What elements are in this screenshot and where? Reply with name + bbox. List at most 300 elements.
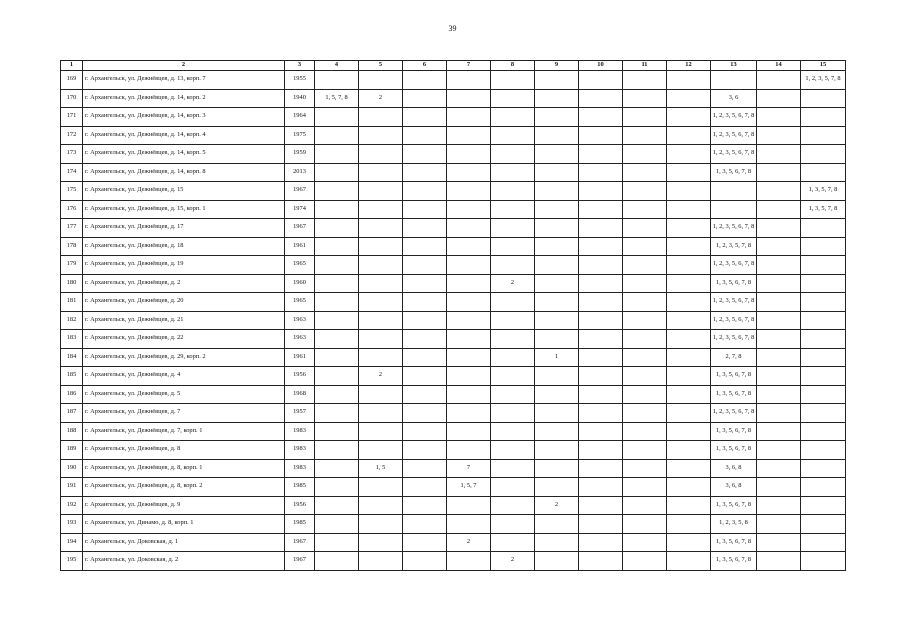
table-cell-col-5 — [359, 330, 403, 349]
table-row — [61, 441, 846, 460]
table-cell-col-11 — [623, 237, 667, 256]
table-cell-col-10 — [579, 348, 623, 367]
table-cell-col-10 — [579, 182, 623, 201]
table-cell-col-6 — [403, 274, 447, 293]
column-header-8: 8 — [491, 61, 535, 71]
table-cell-col-12 — [667, 256, 711, 275]
table-row — [61, 422, 846, 441]
table-cell-col-11 — [623, 71, 667, 90]
table-cell-col-3: 1955 — [285, 71, 315, 90]
table-cell-col-5 — [359, 478, 403, 497]
table-cell-col-1: 169 — [61, 71, 83, 90]
table-cell-col-1: 175 — [61, 182, 83, 201]
table-cell-col-3: 1961 — [285, 348, 315, 367]
table-cell-col-4 — [315, 219, 359, 238]
table-cell-col-15 — [801, 311, 846, 330]
table-cell-col-1: 194 — [61, 533, 83, 552]
table-cell-col-6 — [403, 496, 447, 515]
table-cell-col-9 — [535, 126, 579, 145]
table-cell-col-6 — [403, 89, 447, 108]
table-cell-col-13: 1, 2, 3, 5, 6, 7, 8 — [711, 256, 757, 275]
table-cell-col-9 — [535, 200, 579, 219]
table-cell-col-6 — [403, 71, 447, 90]
table-row — [61, 274, 846, 293]
table-cell-col-13: 1, 2, 3, 5, 6, 7, 8 — [711, 293, 757, 312]
table-cell-col-9 — [535, 182, 579, 201]
table-cell-col-15 — [801, 219, 846, 238]
table-cell-col-13: 1, 3, 5, 6, 7, 8 — [711, 496, 757, 515]
table-cell-col-14 — [757, 330, 801, 349]
column-header-13: 13 — [711, 61, 757, 71]
table-cell-col-2: г. Архангельск, ул. Дежнёвцев, д. 4 — [83, 367, 285, 386]
table-cell-col-14 — [757, 200, 801, 219]
table-cell-col-4 — [315, 163, 359, 182]
table-cell-col-4: 1, 5, 7, 8 — [315, 89, 359, 108]
table-cell-col-10 — [579, 404, 623, 423]
table-cell-col-14 — [757, 293, 801, 312]
table-cell-col-3: 1967 — [285, 533, 315, 552]
table-cell-col-11 — [623, 385, 667, 404]
table-cell-col-8 — [491, 256, 535, 275]
table-cell-col-5: 2 — [359, 89, 403, 108]
table-cell-col-13: 1, 3, 5, 6, 7, 8 — [711, 422, 757, 441]
table-cell-col-13: 1, 2, 3, 5, 6, 7, 8 — [711, 126, 757, 145]
table-cell-col-12 — [667, 348, 711, 367]
table-cell-col-15 — [801, 515, 846, 534]
table-row — [61, 515, 846, 534]
table-cell-col-8 — [491, 89, 535, 108]
table-cell-col-10 — [579, 478, 623, 497]
table-cell-col-14 — [757, 515, 801, 534]
table-cell-col-13: 3, 6 — [711, 89, 757, 108]
table-row — [61, 237, 846, 256]
table-cell-col-12 — [667, 385, 711, 404]
column-header-4: 4 — [315, 61, 359, 71]
table-cell-col-3: 1983 — [285, 422, 315, 441]
table-cell-col-12 — [667, 515, 711, 534]
table-cell-col-15 — [801, 404, 846, 423]
table-cell-col-1: 190 — [61, 459, 83, 478]
table-cell-col-3: 1959 — [285, 145, 315, 164]
table-cell-col-2: г. Архангельск, ул. Дежнёвцев, д. 8 — [83, 441, 285, 460]
table-cell-col-7 — [447, 404, 491, 423]
table-cell-col-5 — [359, 293, 403, 312]
table-cell-col-8 — [491, 293, 535, 312]
table-cell-col-14 — [757, 367, 801, 386]
table-cell-col-9 — [535, 108, 579, 127]
table-cell-col-2: г. Архангельск, ул. Дежнёвцев, д. 22 — [83, 330, 285, 349]
table-cell-col-14 — [757, 478, 801, 497]
table-row — [61, 311, 846, 330]
table-cell-col-12 — [667, 533, 711, 552]
table-cell-col-11 — [623, 496, 667, 515]
table-cell-col-1: 182 — [61, 311, 83, 330]
table-cell-col-9 — [535, 163, 579, 182]
table-cell-col-3: 1956 — [285, 367, 315, 386]
table-cell-col-7 — [447, 293, 491, 312]
table-cell-col-1: 173 — [61, 145, 83, 164]
table-cell-col-10 — [579, 385, 623, 404]
table-cell-col-4 — [315, 459, 359, 478]
table-cell-col-9 — [535, 311, 579, 330]
table-cell-col-7: 2 — [447, 533, 491, 552]
table-cell-col-5 — [359, 256, 403, 275]
table-cell-col-11 — [623, 163, 667, 182]
table-cell-col-10 — [579, 330, 623, 349]
table-cell-col-4 — [315, 182, 359, 201]
table-cell-col-3: 1983 — [285, 441, 315, 460]
table-cell-col-4 — [315, 200, 359, 219]
table-cell-col-5 — [359, 404, 403, 423]
table-cell-col-4 — [315, 237, 359, 256]
table-cell-col-4 — [315, 126, 359, 145]
table-row — [61, 533, 846, 552]
table-cell-col-9 — [535, 274, 579, 293]
table-cell-col-5 — [359, 163, 403, 182]
table-cell-col-12 — [667, 200, 711, 219]
table-cell-col-12 — [667, 89, 711, 108]
table-cell-col-14 — [757, 89, 801, 108]
table-cell-col-3: 1961 — [285, 237, 315, 256]
table-cell-col-15 — [801, 552, 846, 571]
table-cell-col-9 — [535, 533, 579, 552]
table-cell-col-8: 2 — [491, 552, 535, 571]
table-cell-col-3: 1965 — [285, 293, 315, 312]
table-cell-col-6 — [403, 256, 447, 275]
table-cell-col-6 — [403, 163, 447, 182]
table-cell-col-3: 1968 — [285, 385, 315, 404]
table-cell-col-5 — [359, 108, 403, 127]
table-cell-col-4 — [315, 515, 359, 534]
table-cell-col-2: г. Архангельск, ул. Дежнёвцев, д. 13, корп. 7 — [83, 71, 285, 90]
column-header-14: 14 — [757, 61, 801, 71]
table-cell-col-8 — [491, 478, 535, 497]
table-cell-col-13: 1, 2, 3, 5, 7, 8 — [711, 237, 757, 256]
table-cell-col-11 — [623, 459, 667, 478]
table-cell-col-15 — [801, 237, 846, 256]
table-cell-col-8 — [491, 367, 535, 386]
table-cell-col-12 — [667, 552, 711, 571]
table-cell-col-3: 1957 — [285, 404, 315, 423]
table-cell-col-15: 1, 2, 3, 5, 7, 8 — [801, 71, 846, 90]
table-cell-col-14 — [757, 108, 801, 127]
table-cell-col-5 — [359, 71, 403, 90]
table-cell-col-12 — [667, 126, 711, 145]
table-cell-col-14 — [757, 422, 801, 441]
table-cell-col-11 — [623, 200, 667, 219]
table-cell-col-6 — [403, 293, 447, 312]
table-cell-col-13: 1, 2, 3, 5, 8 — [711, 515, 757, 534]
table-row — [61, 367, 846, 386]
table-cell-col-6 — [403, 182, 447, 201]
table-cell-col-8 — [491, 441, 535, 460]
table-cell-col-14 — [757, 385, 801, 404]
table-cell-col-9 — [535, 404, 579, 423]
page-number: 39 — [448, 24, 457, 33]
table-cell-col-15: 1, 3, 5, 7, 8 — [801, 200, 846, 219]
table-cell-col-13: 3, 6, 8 — [711, 478, 757, 497]
table-cell-col-8 — [491, 126, 535, 145]
table-cell-col-4 — [315, 404, 359, 423]
table-cell-col-7 — [447, 200, 491, 219]
table-cell-col-2: г. Архангельск, ул. Дежнёвцев, д. 14, корп. 3 — [83, 108, 285, 127]
table-cell-col-1: 183 — [61, 330, 83, 349]
table-cell-col-12 — [667, 496, 711, 515]
table-cell-col-5 — [359, 385, 403, 404]
table-cell-col-3: 1985 — [285, 515, 315, 534]
column-header-15: 15 — [801, 61, 846, 71]
column-header-3: 3 — [285, 61, 315, 71]
table-cell-col-11 — [623, 515, 667, 534]
table-cell-col-9 — [535, 237, 579, 256]
table-cell-col-5 — [359, 422, 403, 441]
table-cell-col-9 — [535, 367, 579, 386]
table-cell-col-11 — [623, 330, 667, 349]
table-cell-col-8 — [491, 219, 535, 238]
table-row — [61, 256, 846, 275]
table-cell-col-13: 1, 3, 5, 6, 7, 8 — [711, 367, 757, 386]
table-row — [61, 219, 846, 238]
table-cell-col-5 — [359, 219, 403, 238]
table-cell-col-8 — [491, 200, 535, 219]
table-cell-col-11 — [623, 89, 667, 108]
table-cell-col-12 — [667, 311, 711, 330]
table-cell-col-15 — [801, 330, 846, 349]
table-cell-col-12 — [667, 478, 711, 497]
table-cell-col-7 — [447, 496, 491, 515]
table-cell-col-6 — [403, 108, 447, 127]
table-cell-col-14 — [757, 404, 801, 423]
table-cell-col-11 — [623, 219, 667, 238]
table-cell-col-15 — [801, 274, 846, 293]
table-cell-col-1: 172 — [61, 126, 83, 145]
table-cell-col-9: 2 — [535, 496, 579, 515]
table-cell-col-14 — [757, 71, 801, 90]
table-cell-col-8 — [491, 311, 535, 330]
table-cell-col-7 — [447, 311, 491, 330]
table-cell-col-6 — [403, 515, 447, 534]
table-cell-col-7 — [447, 385, 491, 404]
table-cell-col-6 — [403, 459, 447, 478]
table-cell-col-3: 1974 — [285, 200, 315, 219]
table-cell-col-15 — [801, 422, 846, 441]
table-cell-col-9 — [535, 459, 579, 478]
table-cell-col-15 — [801, 293, 846, 312]
table-cell-col-12 — [667, 182, 711, 201]
table-cell-col-14 — [757, 145, 801, 164]
table-cell-col-12 — [667, 219, 711, 238]
table-cell-col-5 — [359, 182, 403, 201]
column-header-9: 9 — [535, 61, 579, 71]
table-cell-col-7 — [447, 422, 491, 441]
table-cell-col-7 — [447, 126, 491, 145]
table-cell-col-2: г. Архангельск, ул. Дежнёвцев, д. 20 — [83, 293, 285, 312]
table-cell-col-2: г. Архангельск, ул. Доковская, д. 2 — [83, 552, 285, 571]
table-header-row — [61, 61, 846, 71]
table-cell-col-4 — [315, 552, 359, 571]
table-cell-col-10 — [579, 533, 623, 552]
table-row — [61, 330, 846, 349]
table-cell-col-9 — [535, 552, 579, 571]
table-cell-col-13 — [711, 71, 757, 90]
table-cell-col-9 — [535, 330, 579, 349]
table-cell-col-14 — [757, 441, 801, 460]
table-cell-col-15 — [801, 163, 846, 182]
table-cell-col-6 — [403, 533, 447, 552]
table-cell-col-13: 1, 3, 5, 6, 7, 8 — [711, 163, 757, 182]
table-cell-col-2: г. Архангельск, ул. Дежнёвцев, д. 8, корп. 2 — [83, 478, 285, 497]
table-cell-col-12 — [667, 367, 711, 386]
table-cell-col-8 — [491, 163, 535, 182]
table-cell-col-4 — [315, 256, 359, 275]
table-cell-col-2: г. Архангельск, ул. Дежнёвцев, д. 7 — [83, 404, 285, 423]
table-cell-col-11 — [623, 108, 667, 127]
table-cell-col-11 — [623, 552, 667, 571]
table-cell-col-2: г. Архангельск, ул. Дежнёвцев, д. 29, корп. 2 — [83, 348, 285, 367]
table-cell-col-1: 188 — [61, 422, 83, 441]
table-cell-col-1: 178 — [61, 237, 83, 256]
table-cell-col-2: г. Архангельск, ул. Дежнёвцев, д. 18 — [83, 237, 285, 256]
table-cell-col-12 — [667, 459, 711, 478]
table-row — [61, 385, 846, 404]
table-cell-col-11 — [623, 311, 667, 330]
table-cell-col-1: 170 — [61, 89, 83, 108]
table-cell-col-8 — [491, 496, 535, 515]
table-cell-col-13 — [711, 182, 757, 201]
table-cell-col-10 — [579, 145, 623, 164]
table-cell-col-10 — [579, 367, 623, 386]
table-cell-col-12 — [667, 441, 711, 460]
table-cell-col-13: 2, 7, 8 — [711, 348, 757, 367]
table-cell-col-6 — [403, 441, 447, 460]
table-cell-col-4 — [315, 385, 359, 404]
table-cell-col-7 — [447, 237, 491, 256]
table-cell-col-10 — [579, 459, 623, 478]
table-cell-col-10 — [579, 219, 623, 238]
table-cell-col-6 — [403, 552, 447, 571]
table-cell-col-4 — [315, 422, 359, 441]
table-cell-col-2: г. Архангельск, ул. Дежнёвцев, д. 21 — [83, 311, 285, 330]
table-cell-col-8: 2 — [491, 274, 535, 293]
table-cell-col-10 — [579, 237, 623, 256]
table-cell-col-10 — [579, 496, 623, 515]
buildings-table — [60, 60, 846, 571]
table-cell-col-13: 3, 6, 8 — [711, 459, 757, 478]
table-cell-col-9 — [535, 385, 579, 404]
table-cell-col-1: 179 — [61, 256, 83, 275]
table-cell-col-2: г. Архангельск, ул. Дежнёвцев, д. 5 — [83, 385, 285, 404]
table-cell-col-14 — [757, 348, 801, 367]
table-cell-col-2: г. Архангельск, ул. Дежнёвцев, д. 19 — [83, 256, 285, 275]
table-cell-col-8 — [491, 348, 535, 367]
table-cell-col-13: 1, 2, 3, 5, 6, 7, 8 — [711, 108, 757, 127]
table-cell-col-4 — [315, 441, 359, 460]
table-cell-col-4 — [315, 478, 359, 497]
table-cell-col-13: 1, 3, 5, 6, 7, 8 — [711, 533, 757, 552]
table-cell-col-10 — [579, 422, 623, 441]
table-cell-col-5 — [359, 496, 403, 515]
table-row — [61, 71, 846, 90]
table-cell-col-7: 1, 5, 7 — [447, 478, 491, 497]
table-cell-col-11 — [623, 182, 667, 201]
table-cell-col-6 — [403, 404, 447, 423]
table-row — [61, 459, 846, 478]
table-cell-col-10 — [579, 163, 623, 182]
table-cell-col-7 — [447, 71, 491, 90]
table-cell-col-15 — [801, 533, 846, 552]
table-cell-col-5: 1, 5 — [359, 459, 403, 478]
table-cell-col-10 — [579, 515, 623, 534]
table-row — [61, 552, 846, 571]
table-cell-col-4 — [315, 274, 359, 293]
table-cell-col-9 — [535, 71, 579, 90]
table-cell-col-9: 1 — [535, 348, 579, 367]
table-cell-col-12 — [667, 71, 711, 90]
table-cell-col-7 — [447, 552, 491, 571]
table-cell-col-7: 7 — [447, 459, 491, 478]
table-cell-col-3: 1967 — [285, 219, 315, 238]
table-cell-col-9 — [535, 219, 579, 238]
table-cell-col-3: 1975 — [285, 126, 315, 145]
table-cell-col-2: г. Архангельск, ул. Дежнёвцев, д. 14, корп. 2 — [83, 89, 285, 108]
table-cell-col-13: 1, 3, 5, 6, 7, 8 — [711, 552, 757, 571]
table-cell-col-7 — [447, 256, 491, 275]
table-cell-col-2: г. Архангельск, ул. Дежнёвцев, д. 15, корп. 1 — [83, 200, 285, 219]
table-cell-col-15 — [801, 89, 846, 108]
table-cell-col-6 — [403, 422, 447, 441]
table-cell-col-7 — [447, 441, 491, 460]
table-cell-col-8 — [491, 533, 535, 552]
table-cell-col-14 — [757, 552, 801, 571]
table-cell-col-7 — [447, 182, 491, 201]
table-cell-col-14 — [757, 274, 801, 293]
table-row — [61, 293, 846, 312]
table-cell-col-7 — [447, 163, 491, 182]
column-header-6: 6 — [403, 61, 447, 71]
table-cell-col-8 — [491, 71, 535, 90]
table-cell-col-2: г. Архангельск, ул. Доковская, д. 1 — [83, 533, 285, 552]
table-cell-col-15 — [801, 348, 846, 367]
table-cell-col-2: г. Архангельск, ул. Дежнёвцев, д. 7, корп. 1 — [83, 422, 285, 441]
table-cell-col-11 — [623, 422, 667, 441]
table-row — [61, 108, 846, 127]
table-cell-col-3: 1960 — [285, 274, 315, 293]
table-cell-col-11 — [623, 256, 667, 275]
table-cell-col-10 — [579, 274, 623, 293]
column-header-1: 1 — [61, 61, 83, 71]
column-header-11: 11 — [623, 61, 667, 71]
table-cell-col-1: 176 — [61, 200, 83, 219]
table-cell-col-15 — [801, 108, 846, 127]
table-cell-col-8 — [491, 330, 535, 349]
table-cell-col-8 — [491, 459, 535, 478]
table-cell-col-10 — [579, 108, 623, 127]
table-cell-col-12 — [667, 330, 711, 349]
table-cell-col-4 — [315, 311, 359, 330]
table-cell-col-8 — [491, 145, 535, 164]
table-cell-col-4 — [315, 533, 359, 552]
table-cell-col-9 — [535, 145, 579, 164]
table-cell-col-10 — [579, 71, 623, 90]
table-cell-col-2: г. Архангельск, ул. Дежнёвцев, д. 17 — [83, 219, 285, 238]
table-cell-col-10 — [579, 89, 623, 108]
table-cell-col-12 — [667, 422, 711, 441]
table-cell-col-4 — [315, 108, 359, 127]
table-cell-col-15 — [801, 441, 846, 460]
table-cell-col-1: 186 — [61, 385, 83, 404]
table-cell-col-1: 180 — [61, 274, 83, 293]
table-cell-col-14 — [757, 311, 801, 330]
